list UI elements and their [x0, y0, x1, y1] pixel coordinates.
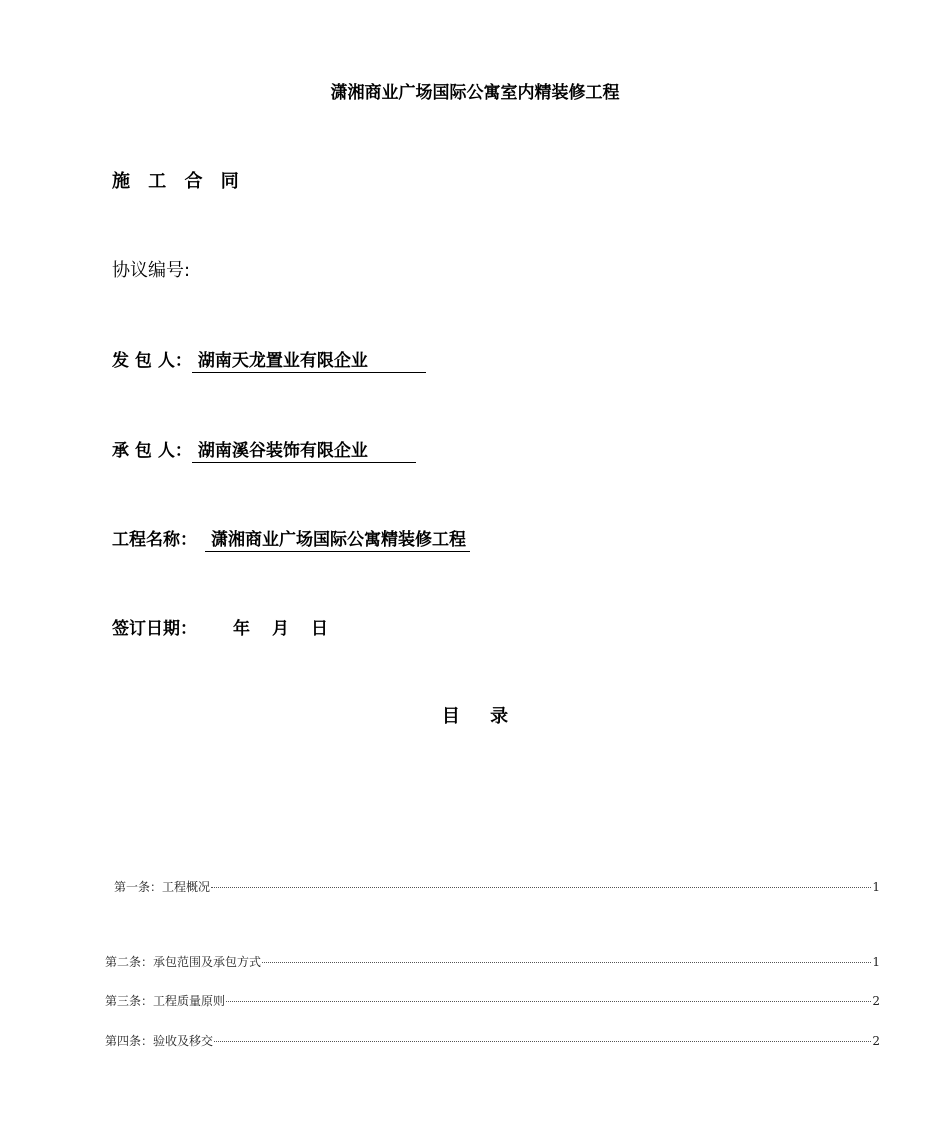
toc-entry-page: 2 — [872, 994, 880, 1008]
toc-leader — [214, 1041, 871, 1042]
document-title: 潇湘商业广场国际公寓室内精装修工程 — [330, 83, 620, 103]
toc-entry-page: 2 — [872, 1034, 880, 1048]
toc-entry-label: 第四条：验收及移交 — [105, 1034, 214, 1048]
contractor-value: 湖南溪谷装饰有限企业 — [192, 441, 416, 463]
toc-entry[interactable] — [105, 953, 880, 970]
toc-entry-label: 第三条：工程质量原则 — [105, 994, 226, 1008]
toc-title: 目 录 — [441, 706, 521, 727]
employer-field — [112, 346, 426, 373]
toc-entry-page: 1 — [872, 955, 880, 969]
project-name-field — [112, 525, 470, 552]
sign-date-month: 月 — [272, 619, 289, 639]
sign-date-year: 年 — [233, 619, 250, 639]
employer-value: 湖南天龙置业有限企业 — [192, 351, 426, 373]
toc-leader — [211, 887, 871, 888]
sign-date-field — [112, 614, 328, 639]
sign-date-label: 签订日期： — [112, 619, 197, 639]
project-name-value: 潇湘商业广场国际公寓精装修工程 — [205, 530, 470, 552]
toc-entry[interactable] — [105, 992, 880, 1009]
toc-leader — [226, 1001, 871, 1002]
toc-entry-page: 1 — [872, 880, 880, 894]
toc-entry[interactable] — [105, 1032, 880, 1049]
sign-date-day: 日 — [311, 619, 328, 639]
toc-entry-label: 第一条：工程概况 — [114, 880, 211, 894]
contractor-label: 承 包 人： — [112, 441, 192, 461]
contract-heading: 施 工 合 同 — [112, 171, 245, 192]
toc-leader — [262, 962, 871, 963]
agreement-number-label: 协议编号: — [112, 260, 191, 281]
employer-label: 发 包 人： — [112, 351, 192, 371]
toc-entry-label: 第二条：承包范围及承包方式 — [105, 955, 262, 969]
project-name-label: 工程名称： — [112, 530, 197, 550]
contractor-field — [112, 436, 416, 463]
toc-entry[interactable] — [114, 878, 880, 895]
